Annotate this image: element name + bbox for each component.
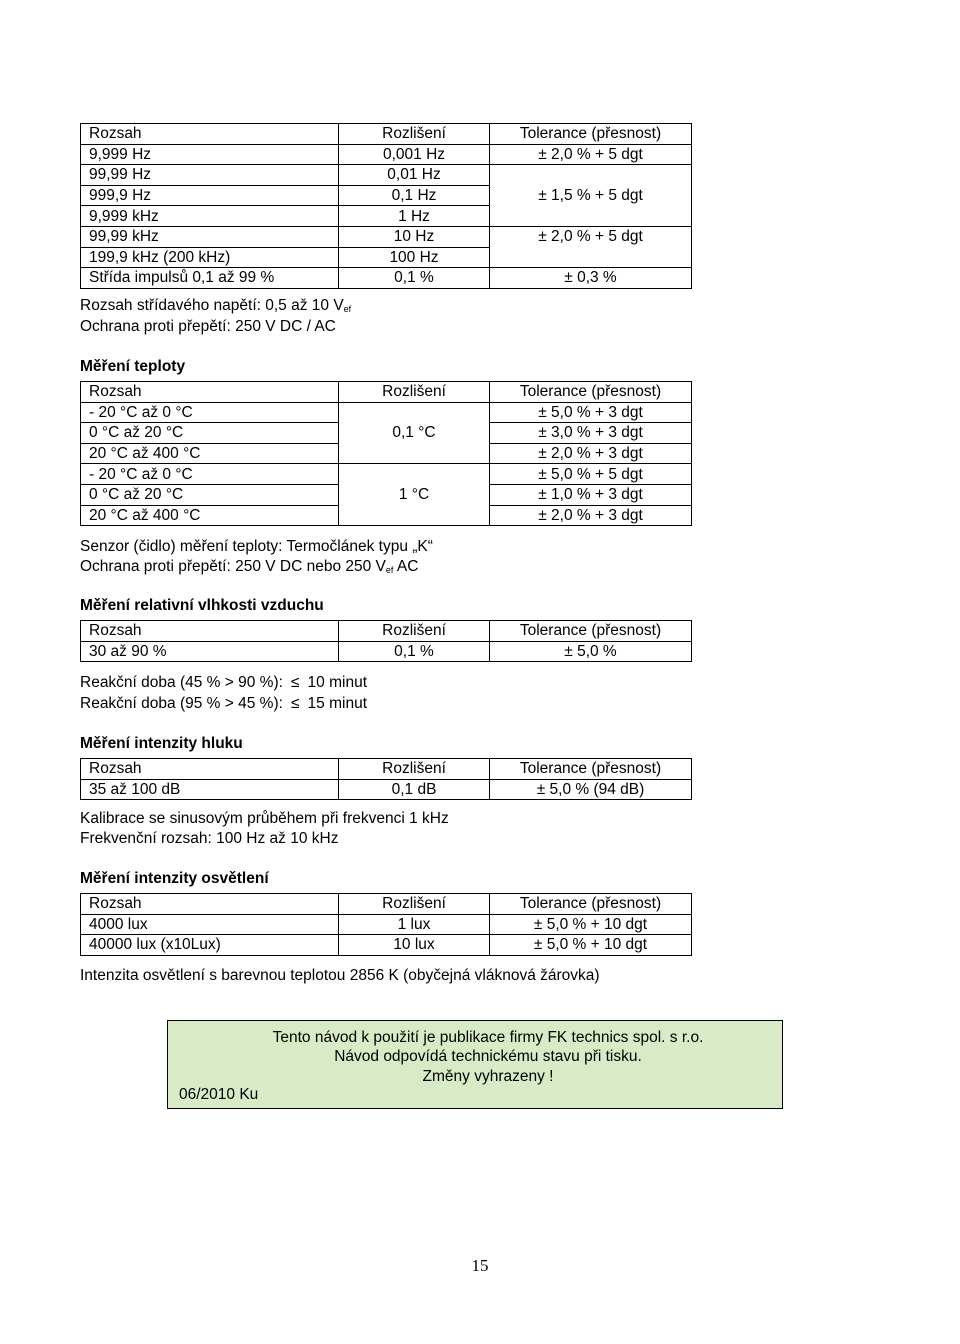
- temperature-table: [80, 381, 692, 526]
- cell-tolerance: ± 5,0 % (94 dB): [490, 779, 692, 800]
- response-time-note: [80, 673, 367, 693]
- cell-range: Střída impulsů 0,1 až 99 %: [81, 268, 339, 289]
- overvoltage-note: Ochrana proti přepětí: 250 V DC / AC: [80, 318, 336, 335]
- table-header-row: [81, 382, 692, 403]
- cell-resolution: 0,1 dB: [339, 779, 490, 800]
- overvoltage-note: [80, 557, 418, 580]
- cell-range: 20 °C až 400 °C: [81, 443, 339, 464]
- cell-range: 0 °C až 20 °C: [81, 484, 339, 505]
- note-subscript: ef: [343, 304, 352, 314]
- cell-resolution: 0,001 Hz: [339, 144, 490, 165]
- header-resolution: Rozlišení: [339, 759, 490, 780]
- table-row: [81, 144, 692, 165]
- cell-range: 199,9 kHz (200 kHz): [81, 247, 339, 268]
- temperature-heading: Měření teploty: [80, 358, 186, 375]
- note-text: 10 minut: [307, 674, 367, 691]
- header-tolerance: Tolerance (přesnost): [490, 759, 692, 780]
- cell-tolerance: ± 5,0 % + 10 dgt: [490, 935, 692, 956]
- cell-tolerance: ± 2,0 % + 5 dgt: [490, 226, 692, 267]
- table-header-row: [81, 124, 692, 145]
- cell-range: 999,9 Hz: [81, 185, 339, 206]
- less-equal-symbol: ≤: [290, 674, 300, 691]
- noise-table: [80, 758, 692, 800]
- less-equal-symbol: ≤: [290, 695, 300, 712]
- publisher-notice-box: [167, 1020, 783, 1109]
- header-range: Rozsah: [81, 621, 339, 642]
- calibration-note: Kalibrace se sinusovým průběhem při frekvenci 1 kHz: [80, 810, 449, 827]
- cell-range: 99,99 kHz: [81, 226, 339, 247]
- table-header-row: [81, 621, 692, 642]
- cell-range: 99,99 Hz: [81, 165, 339, 186]
- cell-resolution: 0,1 °C: [339, 402, 490, 464]
- cell-range: - 20 °C až 0 °C: [81, 464, 339, 485]
- cell-tolerance: ± 2,0 % + 5 dgt: [490, 144, 692, 165]
- cell-resolution: 0,1 %: [339, 268, 490, 289]
- note-text: Reakční doba (45 % > 90 %):: [80, 674, 283, 691]
- header-resolution: Rozlišení: [339, 124, 490, 145]
- table-header-row: [81, 759, 692, 780]
- ac-voltage-range-note: [80, 296, 351, 319]
- cell-resolution: 10 lux: [339, 935, 490, 956]
- cell-tolerance: ± 2,0 % + 3 dgt: [490, 443, 692, 464]
- cell-range: - 20 °C až 0 °C: [81, 402, 339, 423]
- table-row: [81, 464, 692, 485]
- cell-range: 20 °C až 400 °C: [81, 505, 339, 526]
- light-heading: Měření intenzity osvětlení: [80, 870, 269, 887]
- noise-heading: Měření intenzity hluku: [80, 735, 243, 752]
- note-text: 15 minut: [307, 695, 367, 712]
- header-tolerance: Tolerance (přesnost): [490, 124, 692, 145]
- table-row: [81, 226, 692, 247]
- cell-resolution: 1 Hz: [339, 206, 490, 227]
- notice-line: Změny vyhrazeny !: [422, 1068, 554, 1085]
- cell-resolution: 10 Hz: [339, 226, 490, 247]
- cell-resolution: 0,1 %: [339, 641, 490, 662]
- humidity-table: [80, 620, 692, 662]
- cell-tolerance: ± 5,0 %: [490, 641, 692, 662]
- header-range: Rozsah: [81, 894, 339, 915]
- table-row: [81, 914, 692, 935]
- light-table: [80, 893, 692, 956]
- cell-tolerance: ± 5,0 % + 10 dgt: [490, 914, 692, 935]
- table-row: [81, 402, 692, 423]
- cell-resolution: 100 Hz: [339, 247, 490, 268]
- table-row: [81, 641, 692, 662]
- sensor-note: Senzor (čidlo) měření teploty: Termočlánek typu „K“: [80, 538, 433, 555]
- table-header-row: [81, 894, 692, 915]
- cell-tolerance: ± 5,0 % + 5 dgt: [490, 464, 692, 485]
- cell-tolerance: ± 2,0 % + 3 dgt: [490, 505, 692, 526]
- cell-tolerance: ± 5,0 % + 3 dgt: [490, 402, 692, 423]
- humidity-heading: Měření relativní vlhkosti vzduchu: [80, 597, 324, 614]
- cell-tolerance: ± 3,0 % + 3 dgt: [490, 423, 692, 444]
- note-text: Ochrana proti přepětí: 250 V DC nebo 250 V: [80, 558, 386, 575]
- header-tolerance: Tolerance (přesnost): [490, 382, 692, 403]
- cell-resolution: 1 lux: [339, 914, 490, 935]
- table-row: [81, 779, 692, 800]
- table-row: [81, 268, 692, 289]
- notice-line: Tento návod k použití je publikace firmy FK technics spol. s r.o.: [272, 1029, 704, 1046]
- frequency-range-note: Frekvenční rozsah: 100 Hz až 10 kHz: [80, 830, 339, 847]
- header-resolution: Rozlišení: [339, 382, 490, 403]
- response-time-note: [80, 694, 367, 714]
- cell-resolution: 1 °C: [339, 464, 490, 526]
- cell-range: 0 °C až 20 °C: [81, 423, 339, 444]
- page-number: 15: [471, 1256, 489, 1275]
- cell-tolerance: ± 1,5 % + 5 dgt: [490, 165, 692, 227]
- header-range: Rozsah: [81, 124, 339, 145]
- header-tolerance: Tolerance (přesnost): [490, 894, 692, 915]
- note-text: Rozsah střídavého napětí: 0,5 až 10 V: [80, 297, 344, 314]
- note-subscript: ef: [385, 565, 394, 575]
- cell-resolution: 0,01 Hz: [339, 165, 490, 186]
- cell-resolution: 0,1 Hz: [339, 185, 490, 206]
- cell-range: 9,999 kHz: [81, 206, 339, 227]
- cell-range: 30 až 90 %: [81, 641, 339, 662]
- header-tolerance: Tolerance (přesnost): [490, 621, 692, 642]
- table-row: [81, 165, 692, 186]
- cell-tolerance: ± 0,3 %: [490, 268, 692, 289]
- note-text: Reakční doba (95 % > 45 %):: [80, 695, 283, 712]
- cell-tolerance: ± 1,0 % + 3 dgt: [490, 484, 692, 505]
- cell-range: 40000 lux (x10Lux): [81, 935, 339, 956]
- cell-range: 9,999 Hz: [81, 144, 339, 165]
- cell-range: 4000 lux: [81, 914, 339, 935]
- header-range: Rozsah: [81, 759, 339, 780]
- light-note: Intenzita osvětlení s barevnou teplotou 2856 K (obyčejná vláknová žárovka): [80, 967, 600, 984]
- table-row: [81, 935, 692, 956]
- header-resolution: Rozlišení: [339, 894, 490, 915]
- notice-line: Návod odpovídá technickému stavu při tisku.: [334, 1048, 642, 1065]
- frequency-table: [80, 123, 692, 289]
- header-range: Rozsah: [81, 382, 339, 403]
- note-text: AC: [393, 558, 419, 575]
- edition-date: 06/2010 Ku: [179, 1086, 259, 1103]
- header-resolution: Rozlišení: [339, 621, 490, 642]
- cell-range: 35 až 100 dB: [81, 779, 339, 800]
